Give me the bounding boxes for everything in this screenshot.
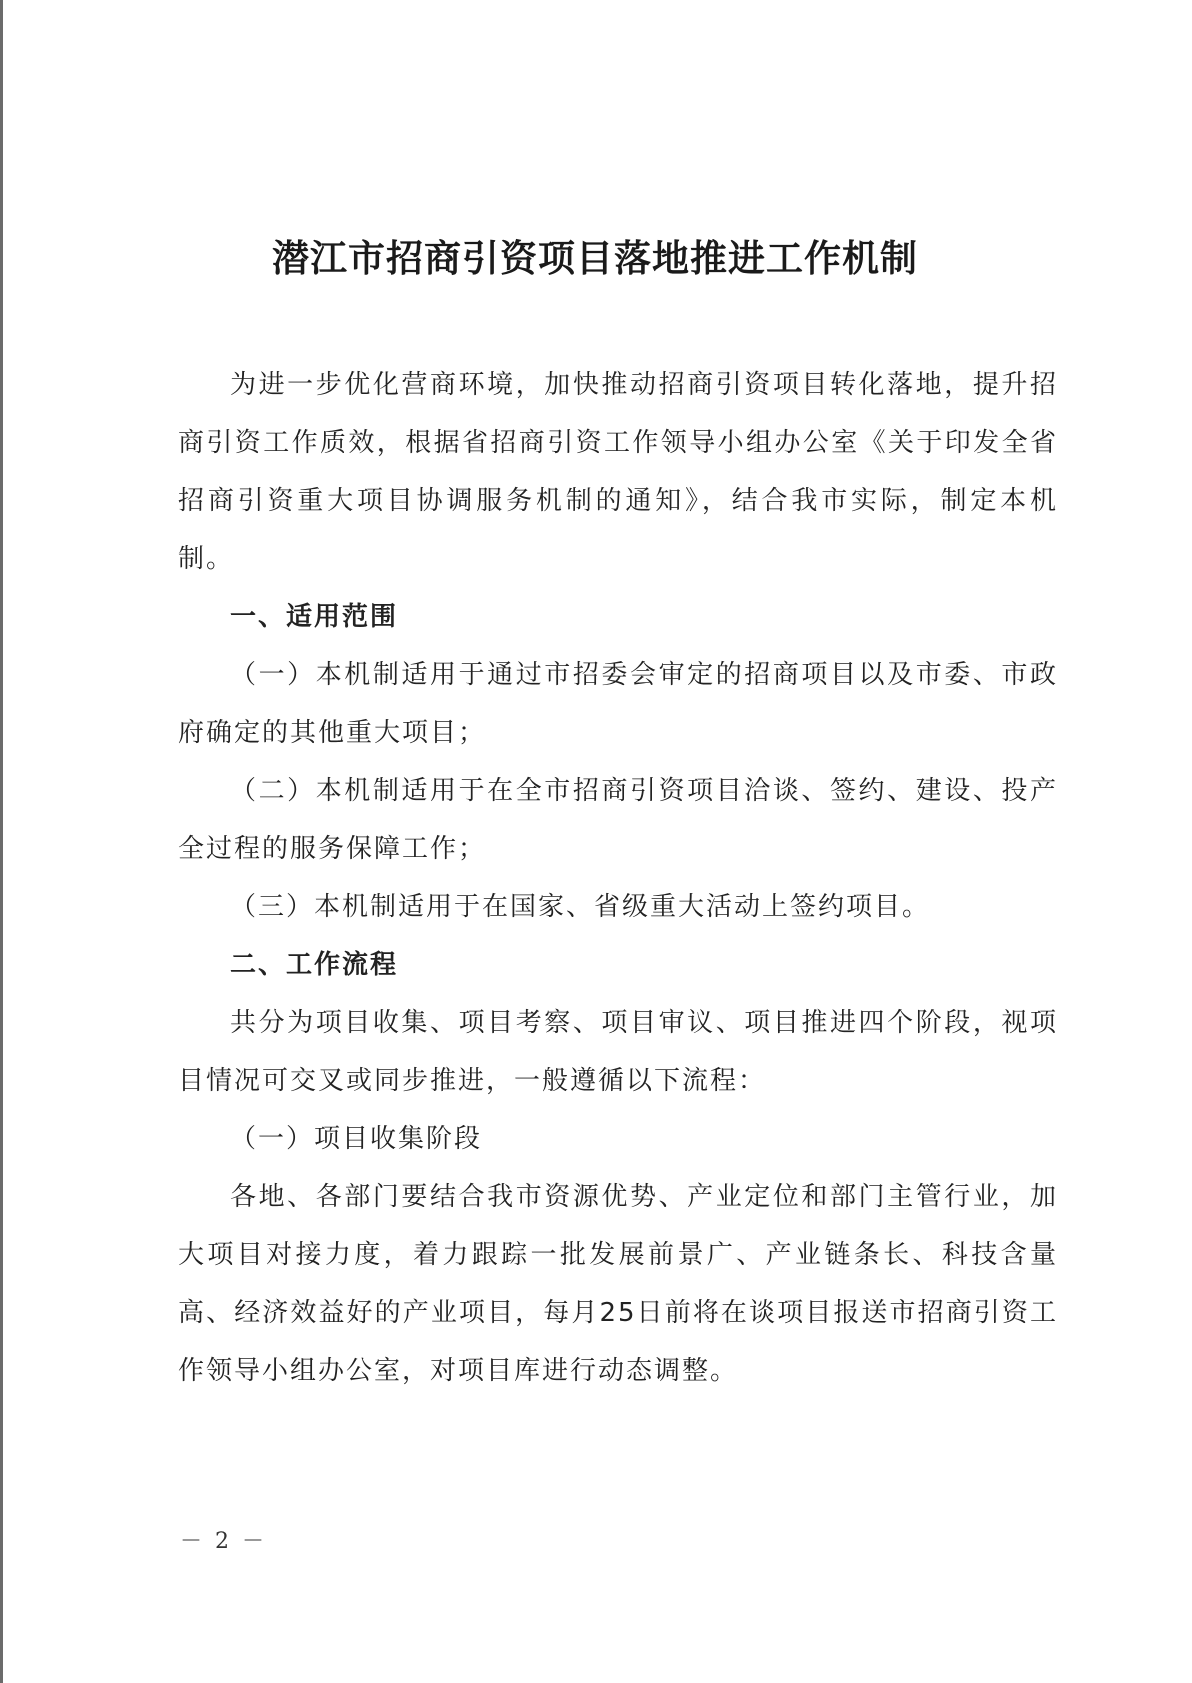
paragraph-scope-3: （三）本机制适用于在国家、省级重大活动上签约项目。 <box>230 892 931 922</box>
paragraph-collection: 各地、各部门要结合我市资源优势、产业定位和部门主管行业，加大项目对接力度，着力跟踪一批发展前景广、产业链条长、科技含量高、经济效益好的产业项目，每月25日前将在谈项目报送市招商引资工作领导小组办公室，对项目库进行动态调整。 <box>178 1182 1058 1386</box>
section-heading-workflow: 二、工作流程 <box>230 950 399 980</box>
paragraph-workflow-intro: 共分为项目收集、项目考察、项目审议、项目推进四个阶段，视项目情况可交叉或同步推进，一般遵循以下流程： <box>178 1008 1058 1096</box>
scan-edge <box>0 0 3 1683</box>
document-body <box>178 356 1058 1400</box>
subsection-heading-collection: （一）项目收集阶段 <box>230 1124 483 1154</box>
document-title: 潜江市招商引资项目落地推进工作机制 <box>272 236 918 280</box>
page-number: － 2 － <box>180 1529 267 1554</box>
paragraph-scope-2: （二）本机制适用于在全市招商引资项目洽谈、签约、建设、投产全过程的服务保障工作； <box>178 776 1058 864</box>
paragraph-intro: 为进一步优化营商环境，加快推动招商引资项目转化落地，提升招商引资工作质效，根据省招商引资工作领导小组办公室《关于印发全省招商引资重大项目协调服务机制的通知》，结合我市实际，制定本机制。 <box>178 370 1058 574</box>
paragraph-scope-1: （一）本机制适用于通过市招委会审定的招商项目以及市委、市政府确定的其他重大项目； <box>178 660 1058 748</box>
section-heading-scope: 一、适用范围 <box>230 602 399 632</box>
